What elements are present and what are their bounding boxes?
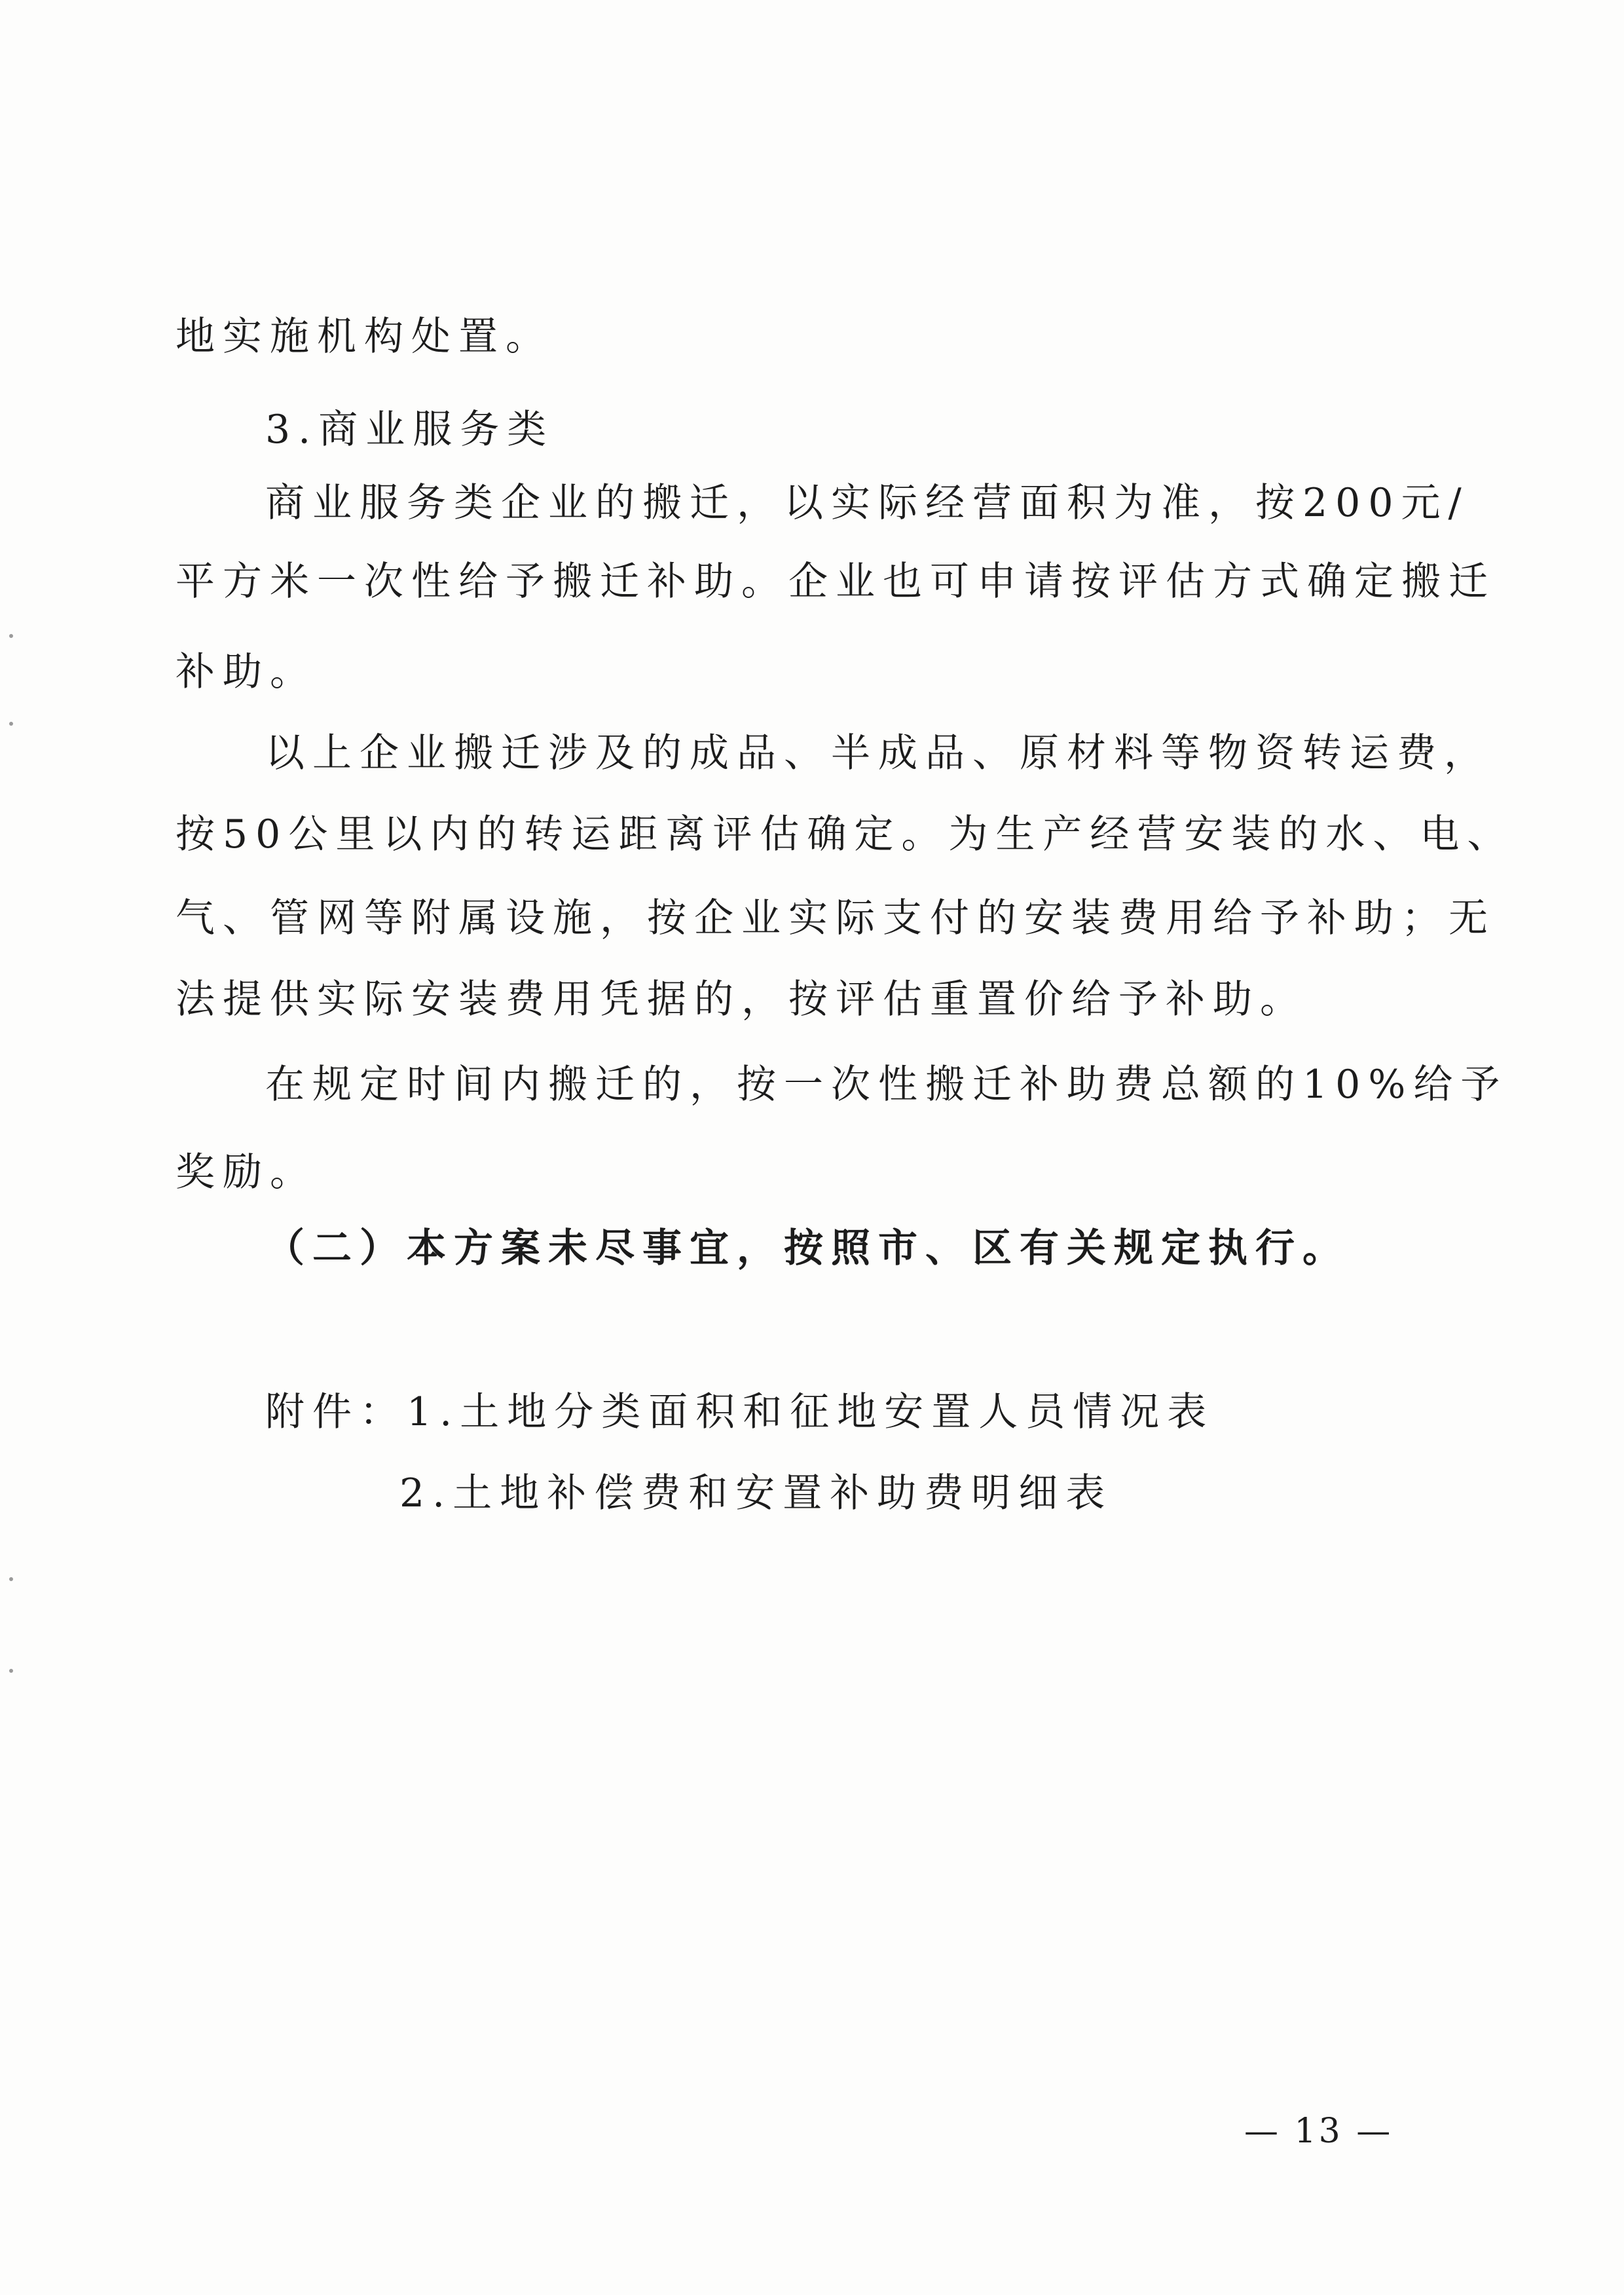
attachment-item: 2.土地补偿费和安置补助费明细表 — [399, 1470, 1113, 1516]
paragraph-line: 地实施机构处置。 — [175, 314, 553, 360]
attachment-item: 1.土地分类面积和征地安置人员情况表 — [407, 1389, 1215, 1435]
paragraph-line: 按50公里以内的转运距离评估确定。为生产经营安装的水、电、 — [175, 812, 1515, 857]
scan-mark — [9, 1669, 13, 1673]
paragraph-line: 商业服务类企业的搬迁，以实际经营面积为准，按200元/ — [265, 480, 1469, 526]
scan-mark — [9, 722, 13, 726]
scan-mark — [9, 1577, 13, 1581]
paragraph-line: 奖励。 — [175, 1149, 317, 1195]
paragraph-line: 法提供实际安装费用凭据的，按评估重置价给予补助。 — [175, 977, 1307, 1022]
paragraph-line: 平方米一次性给予搬迁补助。企业也可申请按评估方式确定搬迁 — [175, 559, 1496, 605]
section-heading: （二）本方案未尽事宜，按照市、区有关规定执行。 — [265, 1225, 1350, 1271]
attachments-line — [265, 1389, 1214, 1436]
attachments-label: 附件： — [265, 1389, 407, 1435]
paragraph-line: 气、管网等附属设施，按企业实际支付的安装费用给予补助；无 — [175, 895, 1496, 941]
paragraph-line: 补助。 — [175, 649, 317, 695]
paragraph-line: 在规定时间内搬迁的，按一次性搬迁补助费总额的10%给予 — [265, 1062, 1508, 1108]
section-heading: 3.商业服务类 — [265, 407, 555, 453]
page-number: — 13 — — [1244, 2112, 1393, 2151]
paragraph-line: 以上企业搬迁涉及的成品、半成品、原材料等物资转运费， — [265, 730, 1491, 776]
scan-mark — [9, 634, 13, 638]
